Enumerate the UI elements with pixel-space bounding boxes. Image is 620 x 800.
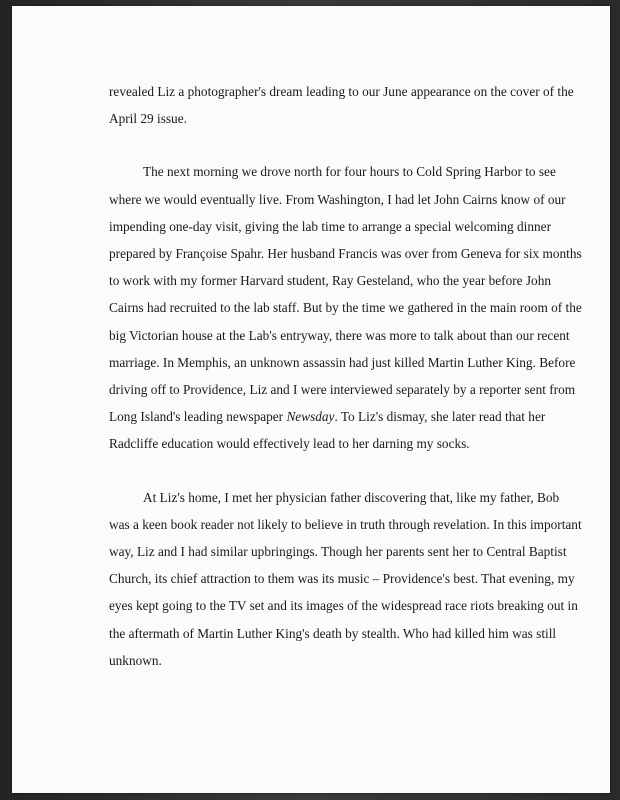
text-line <box>109 403 546 430</box>
document-page <box>12 6 610 793</box>
text-line: April 29 issue. <box>109 111 187 127</box>
text-line: Church, its chief attraction to them was its music – Providence's best. That evening, my <box>109 571 575 587</box>
text-line: revealed Liz a photographer's dream leading to our June appearance on the cover of the <box>109 84 574 99</box>
text-line: unknown. <box>109 652 162 668</box>
paragraph-3 <box>109 484 582 674</box>
text-fragment: . To Liz's dismay, she later read that her <box>334 409 546 425</box>
text-line: to work with my former Harvard student, Ray Gesteland, who the year before John <box>109 273 551 289</box>
text-line: where we would eventually live. From Washington, I had let John Cairns know of our <box>109 191 566 207</box>
text-line: Cairns had recruited to the lab staff. But by the time we gathered in the main room of the <box>109 300 582 316</box>
paragraph-2 <box>109 158 582 457</box>
text-line: impending one-day visit, giving the lab time to arrange a special welcoming dinner <box>109 218 551 234</box>
text-line: At Liz's home, I met her physician father discovering that, like my father, Bob <box>143 489 560 505</box>
text-line: big Victorian house at the Lab's entryway, there was more to talk about than our recent <box>109 327 570 343</box>
text-fragment: Long Island's leading newspaper <box>109 409 287 425</box>
paragraph-1 <box>109 78 574 132</box>
text-line: prepared by Françoise Spahr. Her husband Francis was over from Geneva for six months <box>109 246 582 262</box>
text-line: driving off to Providence, Liz and I were interviewed separately by a reporter sent from <box>109 382 576 398</box>
document-body <box>109 78 582 674</box>
text-line: Radcliffe education would effectively lead to her darning my socks. <box>109 436 470 452</box>
text-line: was a keen book reader not likely to believe in truth through revelation. In this important <box>109 516 582 532</box>
text-line: way, Liz and I had similar upbringings. Though her parents sent her to Central Baptist <box>109 544 567 560</box>
text-line: The next morning we drove north for four hours to Cold Spring Harbor to see <box>143 164 556 180</box>
text-line: the aftermath of Martin Luther King's death by stealth. Who had killed him was still <box>109 625 557 641</box>
text-line: eyes kept going to the TV set and its images of the widespread race riots breaking out in <box>109 598 578 614</box>
text-line: marriage. In Memphis, an unknown assassin had just killed Martin Luther King. Before <box>109 354 576 370</box>
newspaper-name: Newsday <box>286 409 335 425</box>
